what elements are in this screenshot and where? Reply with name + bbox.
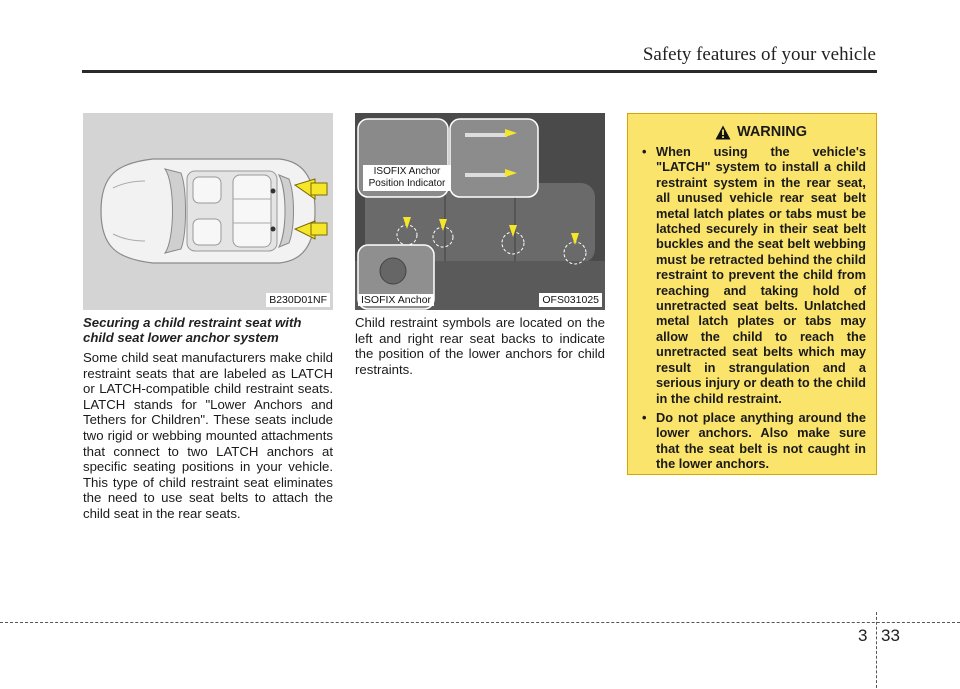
warning-item: • Do not place anything around the lower anchors. Also make sure that the seat belt is not caught in the lower anchors. bbox=[638, 410, 866, 472]
page-header-title: Safety features of your vehicle bbox=[642, 44, 876, 65]
isofix-seat-figure bbox=[355, 113, 605, 310]
car-top-view-figure bbox=[83, 113, 333, 310]
page-number: 33 bbox=[881, 626, 900, 645]
isofix-anchor-position-indicator-label: ISOFIX Anchor Position Indicator bbox=[363, 165, 451, 191]
figure-code: B230D01NF bbox=[266, 293, 330, 307]
car-top-view-illustration bbox=[83, 113, 333, 310]
warning-list bbox=[638, 144, 866, 472]
page-number-divider bbox=[876, 612, 877, 688]
warning-box bbox=[627, 113, 877, 475]
header-rule bbox=[82, 70, 877, 73]
warning-triangle-icon bbox=[715, 125, 731, 140]
warning-title: WARNING bbox=[736, 124, 808, 140]
body-paragraph-latch: Some child seat manufacturers make child restraint seats that are labeled as LATCH or LATCH-compatible child restraint seats. LATCH stands for "Lower Anchors and Tethers for Children". These seats include two rigid or webbing mounted attachments that connect to two LATCH anchors at specific seating positions in your vehicle. This type of child restraint seat eliminates the need to use seat belts to attach the child seat in the rear seats. bbox=[83, 350, 333, 521]
body-paragraph-symbols: Child restraint symbols are located on the left and right rear seat backs to indicate the position of the lower anchors for child restraints. bbox=[355, 315, 605, 377]
warning-item: • When using the vehicle's "LATCH" system to install a child restraint system in the rear seat, all unused vehicle rear seat belt metal latch plates or tabs must be latched securely in their seat belt buckles and the seat belt webbing must be retracted behind the child restraint to prevent the child from reaching and taking hold of unretracted seat belts. Unlatched metal latch plates or tabs may allow the child to reach the unretracted seat belts which may result in strangulation and a serious injury or death to the child in the child restraint. bbox=[638, 144, 866, 406]
figure-code: OFS031025 bbox=[539, 293, 602, 307]
isofix-seat-illustration bbox=[355, 113, 605, 310]
section-heading: Securing a child restraint seat with child seat lower anchor system bbox=[83, 315, 302, 345]
warning-title-row bbox=[656, 124, 866, 140]
footer-rule bbox=[0, 622, 960, 623]
isofix-anchor-label: ISOFIX Anchor bbox=[358, 294, 434, 306]
chapter-number: 3 bbox=[858, 626, 868, 645]
